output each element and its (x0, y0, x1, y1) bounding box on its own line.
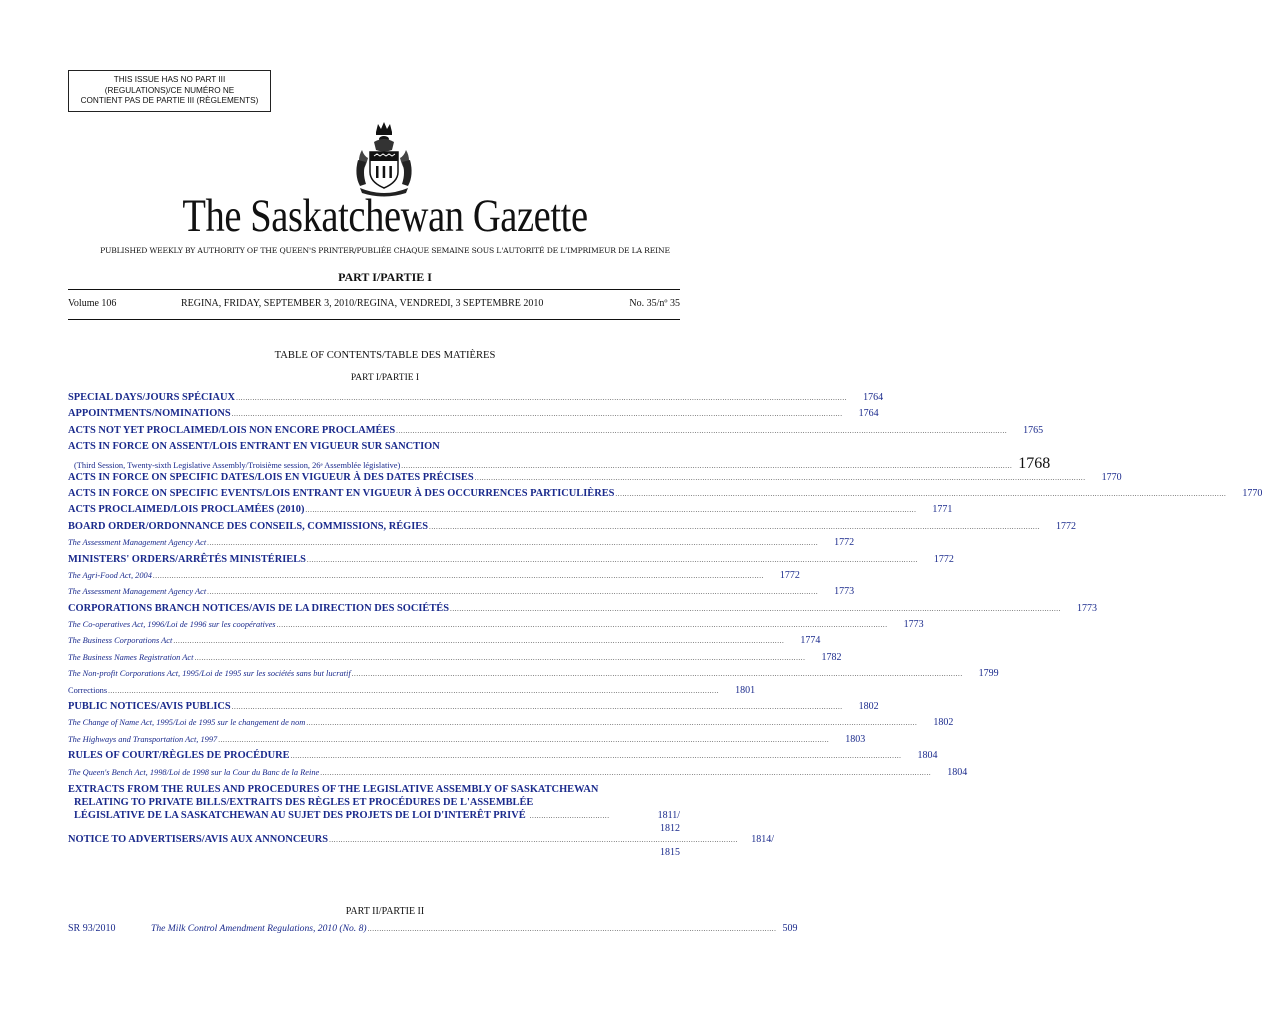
toc-entry-extracts[interactable] (68, 783, 680, 834)
toc-page: 1804 (947, 766, 968, 778)
toc-entry-text: Corrections (68, 685, 108, 695)
toc-page: 1801 (735, 684, 756, 696)
toc-page: 1770 (1101, 471, 1122, 483)
toc-entry[interactable] (68, 684, 756, 701)
toc-entry-text: NOTICE TO ADVERTISERS/AVIS AUX ANNONCEURS (68, 833, 329, 845)
toc-entry-regulation[interactable] (68, 923, 798, 934)
toc-entry[interactable] (68, 701, 879, 717)
dot-leader: .................................................................................................................................................................................................................................................................... (351, 670, 963, 679)
toc-entry[interactable] (68, 392, 884, 408)
toc-page: 1811/ (657, 809, 680, 821)
toc-page: 1815 (660, 846, 680, 858)
toc-page: 1772 (834, 537, 855, 549)
toc-page: 1802 (933, 717, 954, 729)
dot-leader: .................................................................................................................................................................................................................................................................... (231, 703, 843, 712)
dot-leader: .................................................................................................................................................................................................................................................................... (320, 768, 932, 777)
toc-entry-text: The Co-operatives Act, 1996/Loi de 1996 sur les coopératives (68, 620, 276, 630)
toc-page: 1774 (800, 635, 821, 647)
toc-page: 1773 (903, 619, 924, 631)
dot-leader: .................................................................................................................................................................................................................................................................... (236, 394, 848, 402)
toc-entry-text: The Business Corporations Act (68, 636, 173, 646)
dot-leader: .............................................................................................................................................................................. (329, 835, 738, 844)
toc-entry-text: ACTS IN FORCE ON ASSENT/LOIS ENTRANT EN VIGUEUR SUR SANCTION (68, 441, 440, 453)
notice-line: THIS ISSUE HAS NO PART III (113, 75, 226, 84)
toc-title: TABLE OF CONTENTS/TABLE DES MATIÈRES (274, 350, 496, 361)
dot-leader: .................................................................................................................................................................................................................................................................... (401, 462, 1013, 471)
divider (68, 289, 680, 290)
toc-page: 1773 (834, 586, 855, 598)
toc-entry-text: ACTS NOT YET PROCLAIMED/LOIS NON ENCORE PROCLAMÉES (68, 424, 396, 436)
toc-page: 1802 (858, 701, 879, 713)
toc-page: 1772 (779, 569, 800, 581)
dot-leader: .................................................................................................................................................................................................................................................................... (207, 539, 819, 548)
toc-entry[interactable] (68, 602, 1097, 619)
toc-entry-text: The Queen's Bench Act, 1998/Loi de 1998 sur la Cour du Banc de la Reine (68, 767, 320, 777)
toc-entry[interactable] (68, 537, 855, 553)
toc-entry-text: APPOINTMENTS/NOMINATIONS (68, 408, 231, 420)
toc-entry-text: LÉGISLATIVE DE LA SASKATCHEWAN AU SUJET DES PROJETS DE LOI D'INTERÊT PRIVÉ (74, 809, 526, 821)
toc-entry-text: ACTS IN FORCE ON SPECIFIC DATES/LOIS EN VIGUEUR À DES DATES PRÉCISES (68, 471, 474, 483)
no-part-iii-notice (68, 70, 271, 112)
toc-entry-text: EXTRACTS FROM THE RULES AND PROCEDURES OF THE LEGISLATIVE ASSEMBLY OF SASKATCHEWAN (68, 783, 599, 795)
toc-entry-text: The Business Names Registration Act (68, 652, 194, 662)
masthead-subtitle: PUBLISHED WEEKLY BY AUTHORITY OF THE QUEEN'S PRINTER/PUBLIÉE CHAQUE SEMAINE SOUS L'AUTORITÉ DE L'IMPRIMEUR DE LA REINE (100, 246, 670, 255)
toc-entry[interactable] (68, 668, 999, 684)
toc-entry[interactable] (68, 520, 1076, 537)
toc-entry[interactable] (68, 487, 1262, 504)
part-title: PART I/PARTIE I (338, 270, 432, 284)
toc-entry[interactable] (68, 586, 855, 602)
toc-entry-text: PUBLIC NOTICES/AVIS PUBLICS (68, 701, 231, 713)
dot-leader: .................................................................................................................................................................................................................................................................... (615, 489, 1227, 498)
toc-page: 1782 (821, 651, 842, 663)
dot-leader: .................................................................................................................................................................................................................................................................... (474, 473, 1086, 482)
regulation-page: 509 (782, 923, 798, 934)
toc-entry[interactable] (68, 635, 821, 651)
dot-leader: .................................................................................................................................................................................................................................................................... (231, 410, 843, 419)
toc-page: 1799 (978, 668, 999, 680)
dot-leader: .................................................................................................................................................................................................................................................................... (396, 426, 1008, 435)
toc-entry-text: The Highways and Transportation Act, 1997 (68, 734, 218, 744)
regulation-title: The Milk Control Amendment Regulations, 2010 (No. 8) (151, 923, 367, 934)
toc-entry-text: The Agri-Food Act, 2004 (68, 570, 152, 580)
dot-leader: .................................................................................................................................................................................................................................................................... (218, 735, 830, 744)
toc-entry-text: MINISTERS' ORDERS/ARRÊTÉS MINISTÉRIELS (68, 553, 306, 565)
toc-entry[interactable] (68, 424, 1044, 441)
toc-page: 1765 (1023, 424, 1044, 436)
toc-page: 1764 (858, 408, 879, 420)
toc-entry-text: CORPORATIONS BRANCH NOTICES/AVIS DE LA DIRECTION DES SOCIÉTÉS (68, 602, 449, 614)
toc-entry-text: The Assessment Management Agency Act (68, 587, 207, 597)
toc-page: 1771 (932, 504, 953, 516)
toc-entry-text: (Third Session, Twenty-sixth Legislative Assembly/Troisième session, 26ᵉ Assemblée législative) (74, 461, 401, 471)
regulation-code: SR 93/2010 (68, 923, 116, 934)
dot-leader: .................................................................................................................................................................................................................................................................... (306, 719, 918, 728)
toc-entry[interactable] (68, 717, 954, 733)
volume: Volume 106 (68, 298, 117, 309)
toc-page: 1772 (933, 553, 954, 565)
toc-page: 1812 (660, 822, 680, 834)
dot-leader: .................................................................................................................................................................................................................................................................... (194, 653, 806, 662)
part2-heading: PART II/PARTIE II (345, 906, 425, 917)
toc-page: 1770 (1242, 487, 1262, 499)
toc-page: 1772 (1055, 520, 1076, 532)
toc-entry[interactable] (68, 750, 938, 766)
toc-entry-text: The Non-profit Corporations Act, 1995/Loi de 1995 sur les sociétés sans but lucratif (68, 669, 351, 679)
dot-leader: .................................................................................................................................................................................................................................................................... (428, 522, 1040, 531)
dot-leader: .................................................................................................................................................................................................................................................................... (173, 637, 785, 646)
dot-leader: .................................................................................................................................................................................................................................................................... (207, 588, 819, 597)
toc-entry-text: ACTS PROCLAIMED/LOIS PROCLAMÉES (2010) (68, 504, 305, 516)
dot-leader: .................................................................................................................................................................................................................................................................... (306, 555, 918, 564)
dot-leader: .................................. (529, 811, 610, 820)
dot-leader: .................................................................................................................................................................................................................................................................... (290, 752, 902, 761)
toc-page: 1803 (845, 733, 866, 745)
toc-page: 1804 (917, 750, 938, 762)
toc-entry[interactable] (68, 569, 800, 586)
dot-leader: .................................................................................................................................................................................................................................................................... (305, 506, 917, 515)
toc-page: 1814/ (751, 833, 774, 845)
toc-entry[interactable] (68, 471, 1122, 488)
toc-entry-text: BOARD ORDER/ORDONNANCE DES CONSEILS, COMMISSIONS, RÉGIES (68, 520, 428, 532)
divider (68, 319, 680, 320)
toc-entry-text: RULES OF COURT/RÈGLES DE PROCÉDURE (68, 750, 290, 762)
toc-page: 1764 (863, 392, 884, 403)
dot-leader: .................................................................................................................................................................................................................................................................... (152, 571, 764, 580)
dot-leader: .............................................................................................................................................................................. (367, 925, 777, 933)
notice-line: CONTIENT PAS DE PARTIE III (RÈGLEMENTS) (80, 96, 259, 105)
toc-entry-text: The Change of Name Act, 1995/Loi de 1995 sur le changement de nom (68, 718, 306, 728)
toc-entry[interactable] (68, 553, 954, 570)
issue-date: REGINA, FRIDAY, SEPTEMBER 3, 2010/REGINA, VENDREDI, 3 SEPTEMBRE 2010 (181, 298, 544, 309)
masthead-title: The Saskatchewan Gazette (182, 190, 588, 242)
toc-entry[interactable] (68, 766, 968, 783)
toc-entry-text: The Assessment Management Agency Act (68, 538, 207, 548)
notice-line: (REGULATIONS)/CE NUMÉRO NE (104, 85, 235, 95)
toc-entry[interactable] (68, 504, 953, 520)
toc-entry[interactable] (68, 455, 1051, 473)
toc-page: 1773 (1077, 602, 1097, 614)
toc-entry-text: SPECIAL DAYS/JOURS SPÉCIAUX (68, 392, 236, 403)
dot-leader: .................................................................................................................................................................................................................................................................... (108, 686, 720, 695)
toc-entry-advertisers[interactable] (68, 833, 774, 858)
toc-entry[interactable] (68, 408, 879, 424)
toc-part1-heading: PART I/PARTIE I (350, 373, 420, 383)
dot-leader: .................................................................................................................................................................................................................................................................... (276, 621, 888, 630)
toc-page: 1768 (1018, 455, 1051, 473)
toc-entry[interactable] (68, 619, 924, 635)
toc-entry[interactable] (68, 441, 680, 455)
dot-leader: .................................................................................................................................................................................................................................................................... (450, 604, 1061, 613)
toc-entry-text: RELATING TO PRIVATE BILLS/EXTRAITS DES RÈGLES ET PROCÉDURES DE L'ASSEMBLÉE (74, 796, 534, 808)
toc-entry[interactable] (68, 733, 866, 750)
issue-number: No. 35/nº 35 (629, 298, 680, 309)
table-of-contents (68, 392, 1262, 858)
toc-entry-text: ACTS IN FORCE ON SPECIFIC EVENTS/LOIS ENTRANT EN VIGUEUR À DES OCCURRENCES PARTICULIÈRES (68, 487, 615, 499)
toc-entry[interactable] (68, 651, 842, 668)
